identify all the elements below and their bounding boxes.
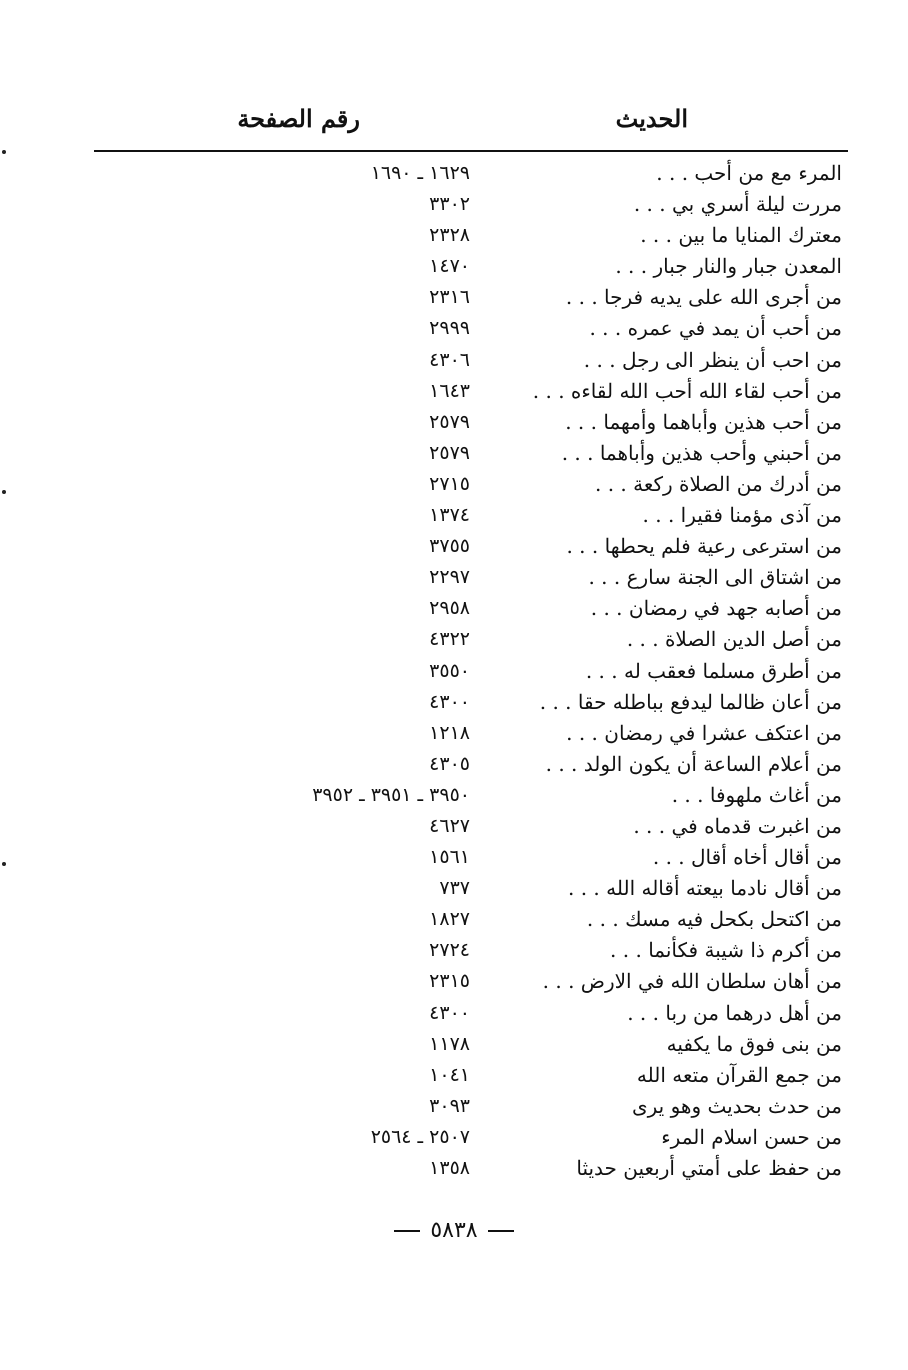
hadith-text: من آذى مؤمنا فقيرا . . . bbox=[642, 503, 842, 528]
page-reference: ٢٥٧٩ bbox=[429, 410, 470, 433]
page-reference: ٢٥٠٧ ـ ٢٥٦٤ bbox=[370, 1125, 470, 1148]
header-divider bbox=[94, 150, 848, 152]
list-item bbox=[90, 220, 850, 251]
hadith-text: من اعتكف عشرا في رمضان . . . bbox=[566, 720, 842, 745]
page-reference: ١٤٧٠ bbox=[429, 255, 470, 278]
page-reference: ٢٩٥٨ bbox=[429, 597, 470, 620]
hadith-text: من أجرى الله على يديه فرجا . . . bbox=[565, 285, 842, 310]
hadith-text: من أعلام الساعة أن يكون الولد . . . bbox=[545, 751, 842, 776]
page-reference: ٢٥٧٩ bbox=[429, 441, 470, 464]
hadith-index-list bbox=[90, 158, 850, 1184]
hadith-text: المعدن جبار والنار جبار . . . bbox=[615, 254, 842, 279]
list-item bbox=[90, 562, 850, 593]
page-reference: ٤٣٠٥ bbox=[429, 752, 470, 775]
list-item bbox=[90, 687, 850, 718]
hadith-text: من أحب أن يمد في عمره . . . bbox=[589, 316, 842, 341]
hadith-text: من أقال نادما بيعته أقاله الله . . . bbox=[567, 876, 842, 901]
list-item bbox=[90, 873, 850, 904]
page-reference: ٧٣٧ bbox=[439, 877, 470, 900]
page-reference: ٢٣١٥ bbox=[429, 970, 470, 993]
list-item bbox=[90, 531, 850, 562]
hadith-text: من أصابه جهد في رمضان . . . bbox=[590, 596, 842, 621]
page-reference: ٣٣٠٢ bbox=[429, 193, 470, 216]
page-reference: ١٦٤٣ bbox=[429, 379, 470, 402]
table-header bbox=[90, 104, 850, 144]
page-reference: ١٣٥٨ bbox=[429, 1157, 470, 1179]
page-reference: ١٣٧٤ bbox=[429, 504, 470, 527]
list-item bbox=[90, 189, 850, 220]
hadith-text: من احب أن ينظر الى رجل . . . bbox=[583, 347, 842, 372]
list-item bbox=[90, 656, 850, 687]
page-reference: ٢٢٩٧ bbox=[429, 566, 470, 589]
page-reference: ٤٣٠٦ bbox=[429, 348, 470, 371]
hadith-text: من أغاث ملهوفا . . . bbox=[671, 782, 842, 807]
list-item bbox=[90, 376, 850, 407]
list-item bbox=[90, 158, 850, 189]
list-item bbox=[90, 935, 850, 966]
list-item bbox=[90, 749, 850, 780]
hadith-text: من أعان ظالما ليدفع بباطله حقا . . . bbox=[539, 689, 842, 714]
list-item bbox=[90, 904, 850, 935]
hadith-text: من أهان سلطان الله في الارض . . . bbox=[542, 969, 842, 994]
hadith-text: من أحب لقاء الله أحب الله لقاءه . . . bbox=[532, 378, 842, 403]
list-item bbox=[90, 407, 850, 438]
hadith-text: من حفظ على أمتي أربعين حديثا bbox=[576, 1156, 842, 1180]
list-item bbox=[90, 313, 850, 344]
list-item bbox=[90, 624, 850, 655]
list-item bbox=[90, 811, 850, 842]
page-reference: ٣٩٥٠ ـ ٣٩٥١ ـ ٣٩٥٢ bbox=[312, 783, 470, 806]
hadith-text: المرء مع من أحب . . . bbox=[656, 161, 842, 185]
scan-edge-mark bbox=[2, 862, 6, 866]
list-item bbox=[90, 1060, 850, 1091]
list-item bbox=[90, 780, 850, 811]
hadith-text: من حسن اسلام المرء bbox=[661, 1124, 842, 1149]
hadith-text: من جمع القرآن متعه الله bbox=[636, 1062, 842, 1087]
list-item bbox=[90, 1091, 850, 1122]
page-reference: ١٠٤١ bbox=[429, 1063, 470, 1086]
page-reference: ٤٣٠٠ bbox=[429, 690, 470, 713]
hadith-text: من أقال أخاه أقال . . . bbox=[652, 845, 842, 870]
list-item bbox=[90, 1122, 850, 1153]
page-reference: ١٨٢٧ bbox=[429, 908, 470, 931]
list-item bbox=[90, 966, 850, 997]
page-reference: ٢٧٢٤ bbox=[429, 939, 470, 962]
hadith-text: من أحبني وأحب هذين وأباهما . . . bbox=[561, 440, 842, 465]
list-item bbox=[90, 251, 850, 282]
hadith-text: من حدث بحديث وهو يرى bbox=[631, 1093, 842, 1118]
list-item bbox=[90, 998, 850, 1029]
page-reference: ١٦٢٩ ـ ١٦٩٠ bbox=[370, 162, 470, 184]
page-footer bbox=[0, 1218, 908, 1243]
list-item bbox=[90, 1029, 850, 1060]
list-item bbox=[90, 718, 850, 749]
page-reference: ٢٧١٥ bbox=[429, 472, 470, 495]
hadith-text: من بنى فوق ما يكفيه bbox=[666, 1031, 842, 1056]
list-item bbox=[90, 593, 850, 624]
hadith-text: من أحب هذين وأباهما وأمهما . . . bbox=[565, 409, 842, 434]
page-reference: ٣٠٩٣ bbox=[429, 1094, 470, 1117]
page-reference: ٤٦٢٧ bbox=[429, 814, 470, 837]
list-item bbox=[90, 438, 850, 469]
hadith-text: مررت ليلة أسري بي . . . bbox=[633, 192, 842, 217]
scan-edge-mark bbox=[2, 150, 6, 154]
hadith-text: من أكرم ذا شيبة فكأنما . . . bbox=[610, 938, 842, 963]
page-reference: ٢٩٩٩ bbox=[429, 317, 470, 340]
page-reference: ٢٣١٦ bbox=[429, 286, 470, 309]
scan-edge-mark bbox=[2, 490, 6, 494]
page-number: ٥٨٣٨ bbox=[430, 1218, 478, 1243]
page-reference: ٢٣٢٨ bbox=[429, 224, 470, 247]
list-item bbox=[90, 1153, 850, 1184]
hadith-text: من أهل درهما من ربا . . . bbox=[627, 1000, 842, 1025]
list-item bbox=[90, 469, 850, 500]
hadith-text: من اغبرت قدماه في . . . bbox=[633, 813, 842, 838]
list-item bbox=[90, 842, 850, 873]
hadith-text: من أدرك من الصلاة ركعة . . . bbox=[594, 471, 842, 496]
footer-dash bbox=[488, 1230, 514, 1232]
footer-dash bbox=[394, 1230, 420, 1232]
list-item bbox=[90, 345, 850, 376]
page-reference: ٣٥٥٠ bbox=[429, 659, 470, 682]
hadith-text: من أصل الدين الصلاة . . . bbox=[626, 627, 842, 652]
hadith-column-heading: الحديث bbox=[615, 104, 688, 133]
page-reference: ١١٧٨ bbox=[429, 1032, 470, 1055]
list-item bbox=[90, 282, 850, 313]
page-reference: ١٥٦١ bbox=[429, 846, 470, 869]
page-reference: ١٢١٨ bbox=[429, 721, 470, 744]
page-reference: ٤٣٠٠ bbox=[429, 1001, 470, 1024]
hadith-text: معترك المنايا ما بين . . . bbox=[640, 223, 842, 248]
hadith-text: من استرعى رعية فلم يحطها . . . bbox=[566, 534, 842, 559]
page-reference: ٤٣٢٢ bbox=[429, 628, 470, 651]
page-number-column-heading: رقم الصفحة bbox=[237, 104, 360, 133]
hadith-text: من اكتحل بكحل فيه مسك . . . bbox=[586, 907, 842, 932]
page-reference: ٣٧٥٥ bbox=[429, 535, 470, 558]
list-item bbox=[90, 500, 850, 531]
hadith-text: من أطرق مسلما فعقب له . . . bbox=[585, 658, 842, 683]
hadith-text: من اشتاق الى الجنة سارع . . . bbox=[588, 565, 842, 590]
